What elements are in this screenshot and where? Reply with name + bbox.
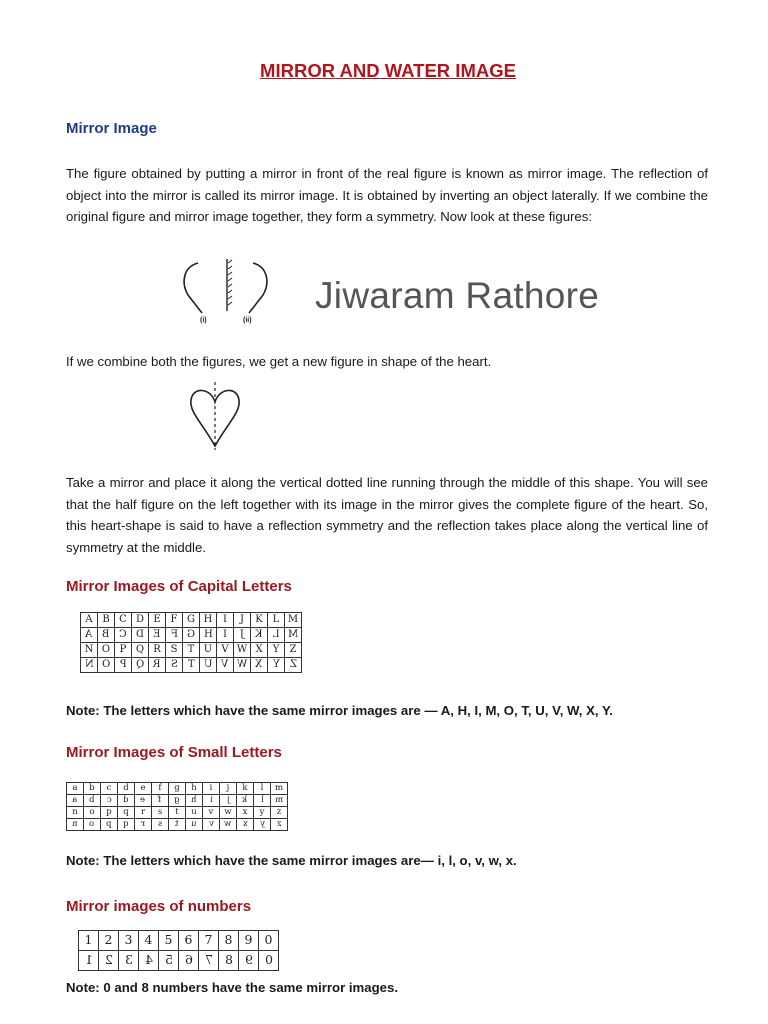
table-cell: D (132, 613, 149, 628)
section-heading-mirror-image: Mirror Image (66, 120, 157, 137)
table-cell: k (237, 795, 254, 807)
table-cell: A (81, 613, 98, 628)
table-cell: b (84, 783, 101, 795)
table-cell: T (183, 643, 200, 658)
table-cell: e (135, 783, 152, 795)
table-cell: 6 (179, 931, 199, 951)
mirror-hatching (228, 260, 232, 305)
table-cell: H (200, 613, 217, 628)
table-cell: 1 (79, 931, 99, 951)
table-cell: S (166, 658, 183, 673)
figure-label-i: (i) (200, 317, 207, 324)
table-cell: f (152, 783, 169, 795)
table-cell: t (169, 819, 186, 831)
table-cell: 4 (139, 931, 159, 951)
table-cell: O (98, 643, 115, 658)
intro-paragraph: The figure obtained by putting a mirror in front of the real figure is known as mirror image. The reflection of object into the mirror is called its mirror image. It is obtained by inverting an object laterally. If we combine the original figure and mirror image together, they form a symmetry. Now look at these figures: (66, 166, 708, 224)
note-numbers: Note: 0 and 8 numbers have the same mirror images. (66, 980, 398, 995)
half-heart-figures (180, 255, 270, 333)
table-cell: U (200, 658, 217, 673)
table-cell: 5 (159, 931, 179, 951)
table-cell: D (132, 628, 149, 643)
table-cell: R (149, 658, 166, 673)
table-cell: l (254, 783, 271, 795)
table-cell: A (81, 628, 98, 643)
table-cell: d (118, 783, 135, 795)
small-letters-table (66, 782, 288, 831)
table-cell: Q (132, 658, 149, 673)
right-half-curve (249, 263, 267, 313)
symmetry-paragraph: Take a mirror and place it along the vertical dotted line running through the middle of this shape. You will see that the half figure on the left together with its image in the mirror gives the complete figure of the heart. So, this heart-shape is said to have a reflection symmetry and the reflection takes place along the vertical line of symmetry at the middle. (66, 475, 708, 555)
table-cell: p (101, 819, 118, 831)
section-heading-numbers: Mirror images of numbers (66, 898, 252, 915)
table-cell: m (271, 783, 288, 795)
table-row-mirror (81, 628, 302, 643)
table-cell: 2 (99, 951, 119, 971)
table-row-mirror (81, 658, 302, 673)
table-cell: R (149, 643, 166, 658)
table-row-mirror (67, 795, 288, 807)
table-cell: u (186, 807, 203, 819)
table-cell: s (152, 807, 169, 819)
combine-paragraph: If we combine both the figures, we get a new figure in shape of the heart. (66, 354, 492, 369)
table-cell: V (217, 658, 234, 673)
table-cell: I (217, 628, 234, 643)
table-cell: W (234, 658, 251, 673)
table-cell: y (254, 819, 271, 831)
table-cell: j (220, 795, 237, 807)
heart-figure (185, 380, 245, 452)
table-cell: z (271, 807, 288, 819)
section-heading-capital-letters: Mirror Images of Capital Letters (66, 578, 292, 595)
table-row (67, 783, 288, 795)
table-cell: H (200, 628, 217, 643)
table-cell: E (149, 613, 166, 628)
table-cell: r (135, 819, 152, 831)
table-cell: M (285, 628, 302, 643)
table-cell: G (183, 613, 200, 628)
table-cell: W (234, 643, 251, 658)
table-cell: g (169, 795, 186, 807)
table-cell: r (135, 807, 152, 819)
table-cell: x (237, 807, 254, 819)
table-cell: K (251, 613, 268, 628)
table-cell: X (251, 658, 268, 673)
table-cell: 3 (119, 931, 139, 951)
table-cell: q (118, 807, 135, 819)
table-cell: N (81, 643, 98, 658)
section-heading-small-letters: Mirror Images of Small Letters (66, 744, 282, 761)
table-row-mirror (79, 951, 279, 971)
table-cell: c (101, 795, 118, 807)
table-cell: 3 (119, 951, 139, 971)
table-cell: p (101, 807, 118, 819)
table-cell: P (115, 643, 132, 658)
table-cell: Q (132, 643, 149, 658)
table-cell: 9 (239, 931, 259, 951)
table-cell: n (67, 807, 84, 819)
table-cell: w (220, 807, 237, 819)
table-cell: Z (285, 658, 302, 673)
table-cell: n (67, 819, 84, 831)
table-cell: C (115, 613, 132, 628)
note-capital-letters: Note: The letters which have the same mirror images are — A, H, I, M, O, T, U, V, W, X, Y. (66, 703, 613, 718)
table-cell: a (67, 795, 84, 807)
table-cell: 1 (79, 951, 99, 971)
table-cell: 7 (199, 931, 219, 951)
table-row (67, 807, 288, 819)
table-cell: y (254, 807, 271, 819)
table-row-mirror (67, 819, 288, 831)
table-cell: B (98, 628, 115, 643)
figure-label-ii: (ii) (243, 317, 252, 324)
table-cell: N (81, 658, 98, 673)
table-cell: 2 (99, 931, 119, 951)
table-cell: L (268, 628, 285, 643)
table-cell: F (166, 613, 183, 628)
table-cell: Z (285, 643, 302, 658)
table-cell: C (115, 628, 132, 643)
table-cell: O (98, 658, 115, 673)
table-cell: M (285, 613, 302, 628)
page-title: MIRROR AND WATER IMAGE (260, 60, 516, 81)
table-cell: w (220, 819, 237, 831)
table-cell: K (251, 628, 268, 643)
table-cell: F (166, 628, 183, 643)
table-cell: h (186, 783, 203, 795)
table-cell: i (203, 783, 220, 795)
table-cell: S (166, 643, 183, 658)
table-cell: J (234, 628, 251, 643)
table-cell: g (169, 783, 186, 795)
table-cell: o (84, 807, 101, 819)
table-cell: v (203, 807, 220, 819)
table-row (81, 613, 302, 628)
table-cell: 8 (219, 931, 239, 951)
table-cell: 0 (259, 951, 279, 971)
table-cell: z (271, 819, 288, 831)
table-cell: a (67, 783, 84, 795)
table-cell: I (217, 613, 234, 628)
numbers-table (78, 930, 279, 971)
table-cell: G (183, 628, 200, 643)
table-cell: v (203, 819, 220, 831)
table-cell: u (186, 819, 203, 831)
table-row (81, 643, 302, 658)
table-cell: q (118, 819, 135, 831)
table-cell: s (152, 819, 169, 831)
table-cell: U (200, 643, 217, 658)
table-cell: 9 (239, 951, 259, 971)
table-cell: V (217, 643, 234, 658)
table-cell: m (271, 795, 288, 807)
table-cell: 6 (179, 951, 199, 971)
table-cell: L (268, 613, 285, 628)
table-cell: j (220, 783, 237, 795)
table-cell: E (149, 628, 166, 643)
table-cell: B (98, 613, 115, 628)
table-cell: 0 (259, 931, 279, 951)
table-cell: Y (268, 658, 285, 673)
table-cell: P (115, 658, 132, 673)
table-row (79, 931, 279, 951)
table-cell: l (254, 795, 271, 807)
table-cell: d (118, 795, 135, 807)
table-cell: T (183, 658, 200, 673)
table-cell: Y (268, 643, 285, 658)
table-cell: c (101, 783, 118, 795)
table-cell: x (237, 819, 254, 831)
table-cell: o (84, 819, 101, 831)
table-cell: 5 (159, 951, 179, 971)
author-watermark: Jiwaram Rathore (315, 275, 600, 316)
table-cell: J (234, 613, 251, 628)
table-cell: 4 (139, 951, 159, 971)
table-cell: 8 (219, 951, 239, 971)
table-cell: f (152, 795, 169, 807)
table-cell: i (203, 795, 220, 807)
table-cell: t (169, 807, 186, 819)
capital-letters-table (80, 612, 302, 673)
note-small-letters: Note: The letters which have the same mirror images are— i, l, o, v, w, x. (66, 853, 517, 868)
table-cell: k (237, 783, 254, 795)
table-cell: b (84, 795, 101, 807)
table-cell: e (135, 795, 152, 807)
table-cell: X (251, 643, 268, 658)
left-half-curve (184, 263, 202, 313)
table-cell: h (186, 795, 203, 807)
table-cell: 7 (199, 951, 219, 971)
